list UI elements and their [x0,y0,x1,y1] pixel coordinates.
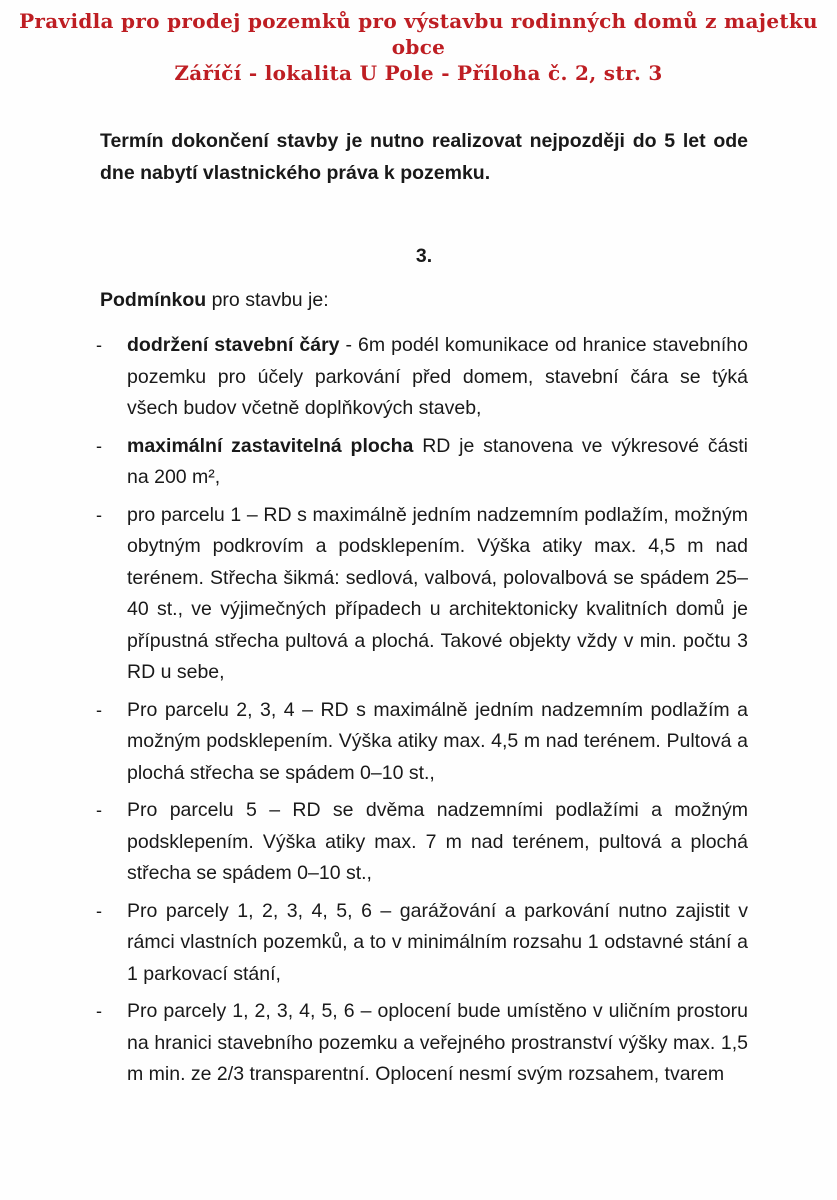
bullet-regular-text: Pro parcelu 2, 3, 4 – RD s maximálně jedním nadzemním podlažím a možným podsklepením. Výška atiky max. 4,5 m nad terénem. Pultová a plochá střecha se spádem 0–10 st., [127,698,748,784]
bullet-text [127,330,748,425]
header-line-1: Pravidla pro prodej pozemků pro výstavbu rodinných domů z majetku obce [19,9,818,59]
bullet-regular-text: Pro parcely 1, 2, 3, 4, 5, 6 – oplocení bude umístěno v uličním prostoru na hranici stavebního pozemku a veřejného prostranství výšky max. 1,5 m min. ze 2/3 transparentní. Oplocení nesmí svým rozsahem, tvarem [127,1000,748,1085]
document-body [0,86,837,1091]
bullet-dash: - [96,800,102,820]
conditions-lead-bold: Podmínkou [100,288,207,311]
bullet-dash: - [96,504,102,525]
intro-paragraph: Termín dokončení stavby je nutno realizovat nejpozději do 5 let ode dne nabytí vlastnického práva k pozemku. [100,130,748,184]
bullet-dash: - [96,699,102,720]
list-item [96,330,748,425]
bullet-text [127,500,748,689]
bullet-dash: - [96,335,102,355]
list-item [96,896,748,991]
bullet-bold-text: dodržení stavební čáry [127,334,340,356]
header-line-2: Záříčí - lokalita U Pole - Příloha č. 2, str. 3 [174,61,663,85]
bullet-regular-text: RD je stanovena ve výkresové části na 200 m², [127,434,749,488]
list-item [96,431,748,494]
list-item [96,695,748,790]
conditions-list [96,330,748,1091]
bullet-regular-text: pro parcelu 1 – RD s maximálně jedním nadzemním podlažím, možným obytným podkrovím a podsklepením. Výška atiky max. 4,5 m nad terénem. Střecha šikmá: sedlová, valbová, polovalbová se spádem 25– 40 st., ve výjimečných případech u architektonicky kvalitních domů je přípustná střecha pultová a plochá. Takové objekty vždy v min. počtu 3 RD u sebe, [127,503,748,683]
bullet-text [127,896,748,991]
bullet-dash: - [96,1001,102,1021]
bullet-regular-text: Pro parcely 1, 2, 3, 4, 5, 6 – garážování a parkování nutno zajistit v rámci vlastních pozemků, a to v minimálním rozsahu 1 odstavné stání a 1 parkovací stání, [127,899,748,985]
conditions-lead-rest: pro stavbu je: [206,288,329,311]
section-number: 3. [415,245,433,267]
bullet-regular-text: - 6m podél komunikace od hranice stavebního pozemku pro účely parkování před domem, stavební čára se týká všech budov včetně doplňkových staveb, [127,334,748,419]
bullet-dash: - [96,435,102,456]
bullet-regular-text: Pro parcelu 5 – RD se dvěma nadzemními podlažími a možným podsklepením. Výška atiky max. 7 m nad terénem, pultová a plochá střecha se spádem 0–10 st., [127,799,748,884]
conditions-lead [100,285,748,317]
list-item [96,996,748,1091]
bullet-bold-text: maximální zastavitelná plocha [127,434,414,457]
list-item [96,500,748,689]
bullet-text [127,795,748,890]
bullet-text [127,996,748,1091]
bullet-dash: - [96,900,102,921]
document-header [0,0,837,86]
list-item [96,795,748,890]
bullet-text [127,695,748,790]
bullet-text [127,431,748,494]
